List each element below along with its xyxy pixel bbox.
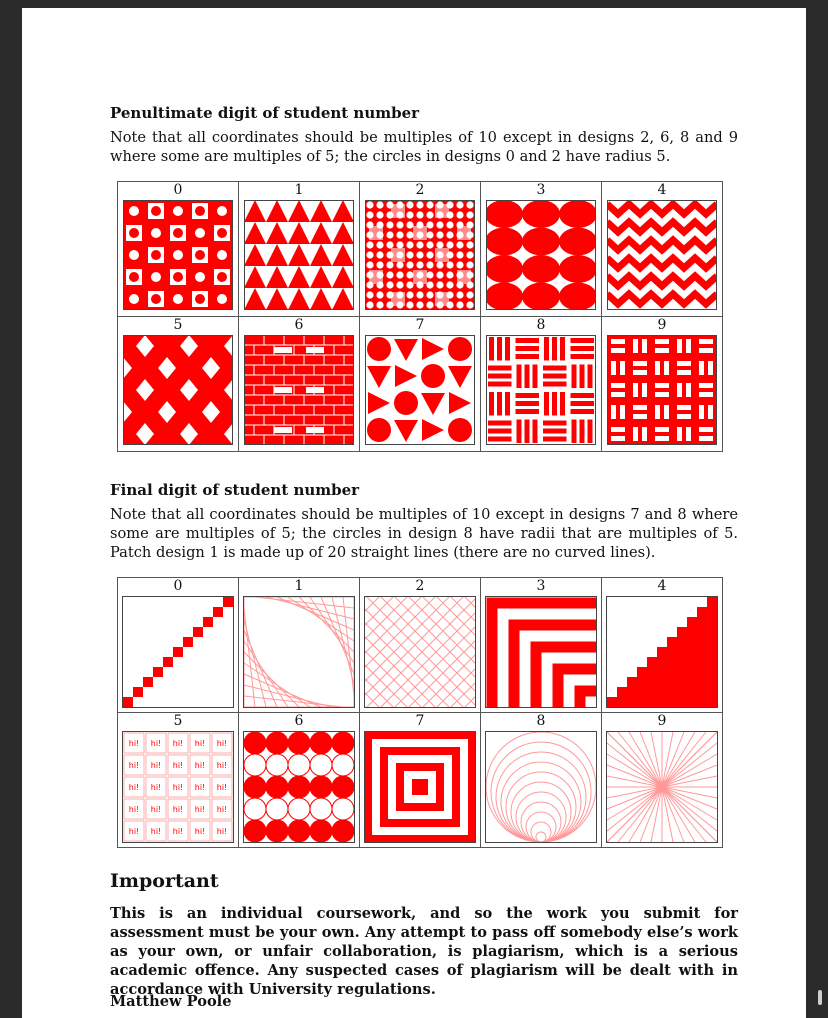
final-title: Final digit of student number [110,481,360,499]
author-name: Matthew Poole [110,993,232,1010]
final-design-5 [118,713,239,848]
penultimate-design-4 [602,182,723,317]
final-design-0 [118,578,239,713]
design-label: 8 [536,317,546,333]
penultimate-design-2 [360,182,481,317]
penultimate-design-8 [481,317,602,452]
design-label: 7 [415,317,425,333]
design-label: 6 [294,317,304,333]
design-label: 2 [415,182,425,198]
penultimate-design-1 [239,182,360,317]
pattern-basketweave-bars [486,335,596,445]
final-design-6 [239,713,360,848]
final-note: Note that all coordinates should be multiples of 10 except in designs 7 and 8 where some are multiples of 5; the circles in design 8 have radii that are multiples of 5. Patch design 1 is made up of 20 straight lines (there are no curved lines). [110,506,738,561]
patch-staircase [606,596,718,708]
patch-concentric-squares [364,731,476,843]
penultimate-note: Note that all coordinates should be multiples of 10 except in designs 2, 6, 8 and 9 where some are multiples of 5; the circles in designs 0 and 2 have radius 5. [110,129,738,165]
svg-text:hi!: hi! [216,761,228,770]
svg-text:hi!: hi! [216,783,228,792]
pattern-rings-and-dots [123,200,233,310]
final-design-9 [602,713,723,848]
design-label: 2 [415,578,425,594]
svg-text:hi!: hi! [150,827,162,836]
design-label: 5 [173,713,183,729]
patch-diagonal-squares [122,596,234,708]
important-text: This is an individual coursework, and so the work you submit for assessment must be your own. Any attempt to pass off somebody else’s work as your own, or unfair collaboration, is plagiarism, which is a serious academic offence. Any suspected cases of plagiarism will be dealt with in accordance with University regulations. [110,905,738,998]
penultimate-design-grid [117,181,723,452]
svg-text:hi!: hi! [150,783,162,792]
svg-text:hi!: hi! [128,805,140,814]
patch-lattice [364,596,476,708]
final-design-7 [360,713,481,848]
pattern-zigzag [607,200,717,310]
patch-corner-bands [485,596,597,708]
design-label: 3 [536,578,546,594]
penultimate-title: Penultimate digit of student number [110,104,420,122]
svg-text:hi!: hi! [172,783,184,792]
penultimate-design-3 [481,182,602,317]
pattern-ellipses [486,200,596,310]
svg-text:hi!: hi! [172,739,184,748]
svg-text:hi!: hi! [194,783,206,792]
important-heading: Important [110,870,219,892]
design-label: 3 [536,182,546,198]
pattern-triangles [244,200,354,310]
svg-text:hi!: hi! [150,739,162,748]
penultimate-design-0 [118,182,239,317]
scrollbar-thumb[interactable] [818,990,822,1005]
svg-text:hi!: hi! [216,739,228,748]
design-label: 0 [173,182,183,198]
penultimate-design-7 [360,317,481,452]
design-label: 0 [173,578,183,594]
svg-text:hi!: hi! [150,805,162,814]
design-label: 4 [657,182,667,198]
patch-hi-text-grid [122,731,234,843]
svg-text:hi!: hi! [150,761,162,770]
design-label: 1 [294,578,304,594]
patch-nested-circles [485,731,597,843]
pattern-brick-wall [244,335,354,445]
design-label: 1 [294,182,304,198]
pattern-h-blocks [607,335,717,445]
final-design-grid [117,577,723,848]
design-label: 6 [294,713,304,729]
svg-text:hi!: hi! [194,827,206,836]
final-design-2 [360,578,481,713]
penultimate-design-9 [602,317,723,452]
svg-text:hi!: hi! [216,827,228,836]
svg-text:hi!: hi! [194,805,206,814]
svg-text:hi!: hi! [194,761,206,770]
svg-text:hi!: hi! [172,761,184,770]
svg-text:hi!: hi! [128,783,140,792]
design-label: 5 [173,317,183,333]
final-design-8 [481,713,602,848]
design-label: 8 [536,713,546,729]
final-design-1 [239,578,360,713]
svg-text:hi!: hi! [128,739,140,748]
design-label: 9 [657,713,667,729]
svg-text:hi!: hi! [172,827,184,836]
patch-starburst [606,731,718,843]
document-page [22,8,806,1018]
design-label: 9 [657,317,667,333]
penultimate-design-6 [239,317,360,452]
penultimate-design-5 [118,317,239,452]
design-label: 4 [657,578,667,594]
pattern-dotted-grid [365,200,475,310]
design-label: 7 [415,713,425,729]
svg-text:hi!: hi! [216,805,228,814]
pattern-shapes [365,335,475,445]
svg-text:hi!: hi! [128,827,140,836]
final-design-4 [602,578,723,713]
svg-text:hi!: hi! [172,805,184,814]
pattern-notched-squares [123,335,233,445]
final-design-3 [481,578,602,713]
patch-circle-rows [243,731,355,843]
svg-text:hi!: hi! [128,761,140,770]
svg-text:hi!: hi! [194,739,206,748]
patch-line-curves [243,596,355,708]
